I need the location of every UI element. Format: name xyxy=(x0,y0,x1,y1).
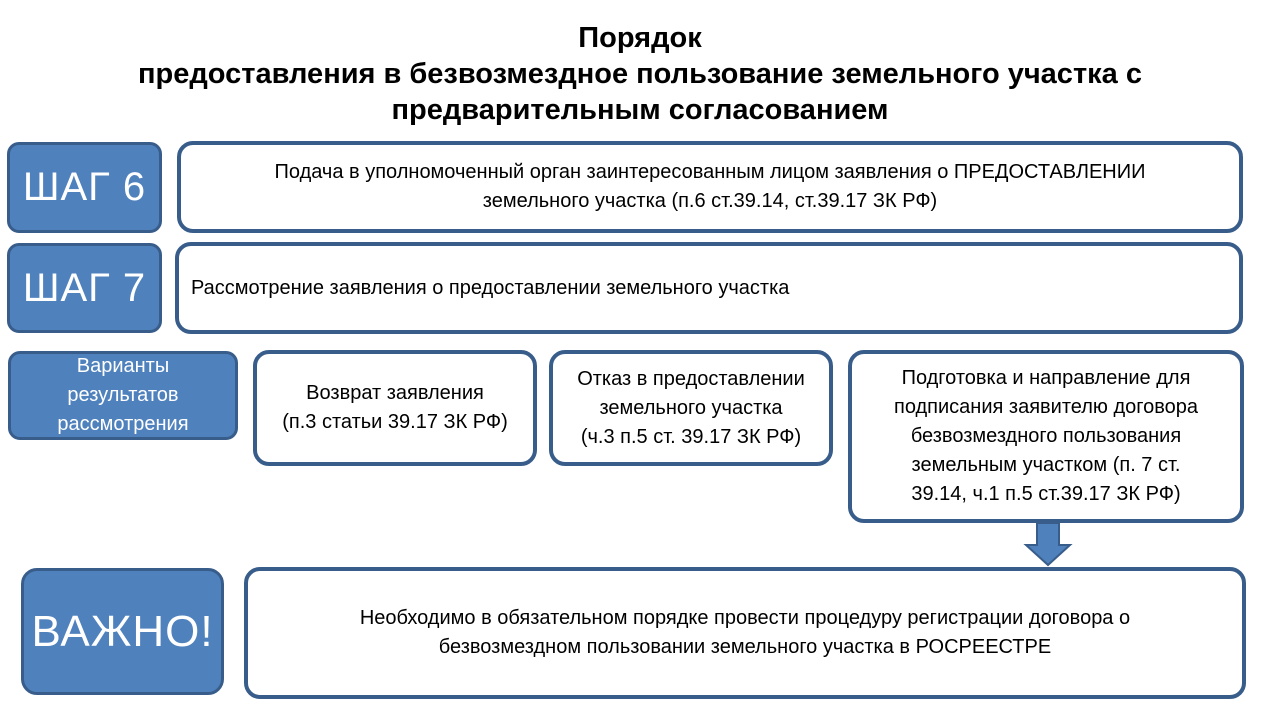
option-contract-line-5: 39.14, ч.1 п.5 ст.39.17 ЗК РФ) xyxy=(911,483,1181,505)
option-return-line-2: (п.3 статьи 39.17 ЗК РФ) xyxy=(282,411,508,433)
important-text-line-1: Необходимо в обязательном порядке провести процедуру регистрации договора о xyxy=(359,607,1131,629)
option-contract-line-2: подписания заявителю договора xyxy=(894,396,1198,418)
option-return-box xyxy=(253,350,537,466)
step-7-label: ШАГ 7 xyxy=(22,265,147,310)
step-6-text-line-2: земельного участка (п.6 ст.39.14, ст.39.17 ЗК РФ) xyxy=(482,190,938,212)
important-label: ВАЖНО! xyxy=(31,606,214,656)
step-6-badge xyxy=(7,142,162,233)
option-contract-line-1: Подготовка и направление для xyxy=(901,367,1191,389)
option-contract-line-3: безвозмездного пользования xyxy=(910,425,1182,447)
option-return-line-1: Возврат заявления xyxy=(306,382,484,404)
step-6-label: ШАГ 6 xyxy=(22,165,147,209)
important-description-box xyxy=(244,567,1246,699)
step-7-text: Рассмотрение заявления о предоставлении земельного участка xyxy=(191,276,790,299)
option-refusal-box xyxy=(549,350,833,466)
title-line-2: предоставления в безвозмездное пользование земельного участка с xyxy=(138,58,1142,90)
variants-badge xyxy=(8,351,238,440)
important-text-line-2: безвозмездном пользовании земельного участка в РОСРЕЕСТРЕ xyxy=(438,636,1052,658)
variants-label-line-3: рассмотрения xyxy=(57,413,189,435)
step-7-description-box xyxy=(175,242,1243,334)
title-line-3: предварительным согласованием xyxy=(391,94,889,126)
variants-label-line-1: Варианты xyxy=(76,355,170,377)
title-line-1: Порядок xyxy=(578,22,702,54)
down-arrow-icon xyxy=(1022,521,1074,567)
option-contract-box xyxy=(848,350,1244,523)
option-contract-line-4: земельным участком (п. 7 ст. xyxy=(911,454,1181,476)
option-refusal-line-1: Отказ в предоставлении xyxy=(577,367,805,390)
page-title xyxy=(0,20,1280,128)
important-badge xyxy=(21,568,224,695)
option-refusal-line-3: (ч.3 п.5 ст. 39.17 ЗК РФ) xyxy=(580,425,802,448)
step-6-description-box xyxy=(177,141,1243,233)
option-refusal-line-2: земельного участка xyxy=(599,396,783,419)
step-6-text-line-1: Подача в уполномоченный орган заинтересованным лицом заявления о ПРЕДОСТАВЛЕНИИ xyxy=(274,161,1146,183)
variants-label-line-2: результатов xyxy=(67,384,179,406)
step-7-badge xyxy=(7,243,162,333)
